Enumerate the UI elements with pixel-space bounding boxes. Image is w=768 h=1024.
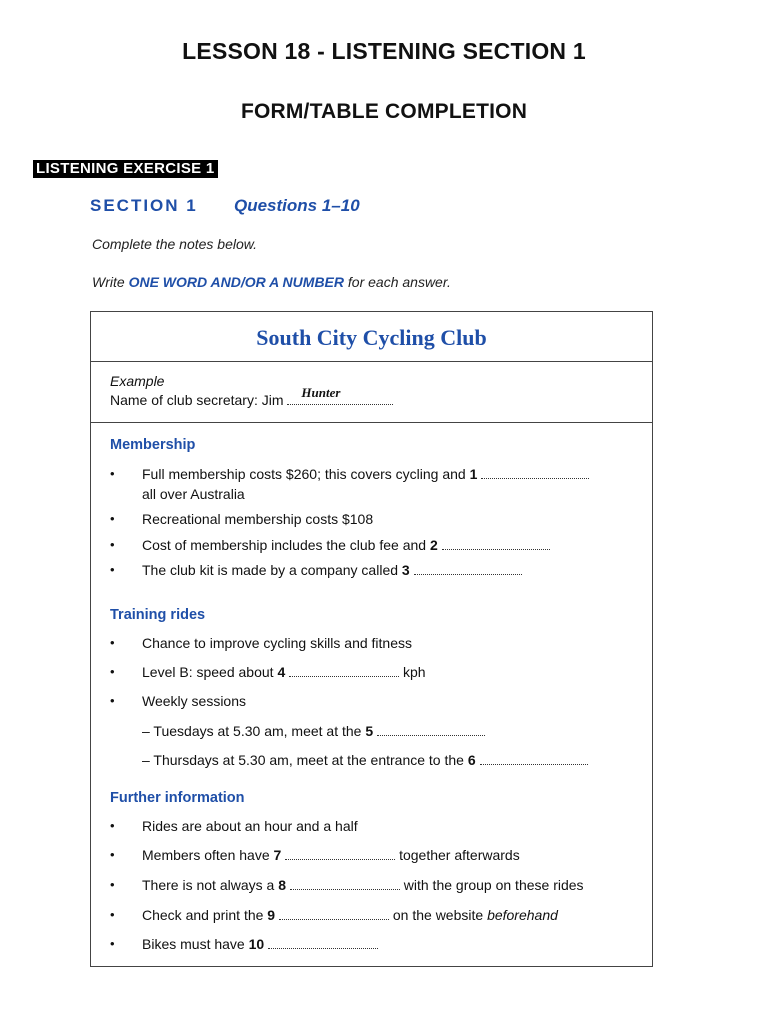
form-header [91,312,652,362]
answer-blank-1[interactable] [481,466,589,479]
question-number: 1 [469,466,478,482]
bullet: • [110,635,115,650]
question-number: 9 [267,907,276,923]
item-suffix: together afterwards [399,847,520,863]
item-text: Bikes must have [142,936,245,952]
sub-list-item [142,752,588,768]
training-heading: Training rides [110,607,206,623]
question-number: 6 [467,752,476,768]
answer-blank-3[interactable] [414,562,522,575]
example-answer-blank [287,385,393,405]
item-text: Chance to improve cycling skills and fitness [142,635,413,651]
form-title: South City Cycling Club [256,325,487,350]
membership-heading: Membership [110,437,196,453]
question-number: 3 [401,562,410,578]
item-text: Rides are about an hour and a half [142,818,358,834]
further-heading: Further information [110,790,245,806]
example-block [91,362,652,423]
bullet: • [110,847,115,862]
bullet: • [110,537,115,552]
bullet: • [110,466,115,481]
instruction-line-2 [92,274,451,290]
answer-blank-2[interactable] [442,537,550,550]
bullet: • [110,664,115,679]
item-text: Recreational membership costs $108 [142,511,374,527]
bullet: • [110,562,115,577]
question-number: 4 [277,664,286,680]
question-number: 10 [248,936,265,952]
section-name: SECTION 1 [90,196,198,215]
bullet: • [110,877,115,892]
notes-form [90,311,653,967]
item-text: Cost of membership includes the club fee and [142,537,427,553]
question-number: 7 [273,847,282,863]
item-text: Check and print the [142,907,264,923]
example-text: Name of club secretary: Jim [110,392,284,408]
instruction-emphasis: ONE WORD AND/OR A NUMBER [128,274,344,290]
item-suffix: with the group on these rides [403,877,584,893]
answer-blank-6[interactable] [480,752,588,765]
item-text: – Thursdays at 5.30 am, meet at the entrance to the [142,752,464,768]
item-suffix: on the website [392,907,484,923]
answer-blank-9[interactable] [279,907,389,920]
question-number: 2 [429,537,438,553]
example-answer: Hunter [301,385,341,400]
item-text: Level B: speed about [142,664,274,680]
example-line [110,385,393,408]
item-text: The club kit is made by a company called [142,562,399,578]
bullet: • [110,511,115,526]
answer-blank-7[interactable] [285,847,395,860]
answer-blank-4[interactable] [289,664,399,677]
item-text: – Tuesdays at 5.30 am, meet at the [142,723,362,739]
sub-title: FORM/TABLE COMPLETION [240,100,528,123]
item-text: Weekly sessions [142,693,247,709]
bullet: • [110,907,115,922]
answer-blank-8[interactable] [290,877,400,890]
bullet: • [110,818,115,833]
section-questions: Questions 1–10 [234,196,360,215]
sub-list-item [142,723,485,739]
item-suffix: kph [403,664,426,680]
instruction-suffix: for each answer. [344,274,451,290]
item-text: all over Australia [142,486,245,502]
question-number: 5 [365,723,374,739]
exercise-label: LISTENING EXERCISE 1 [33,160,218,178]
answer-blank-5[interactable] [377,723,485,736]
instruction-prefix: Write [92,274,129,290]
lesson-title: LESSON 18 - LISTENING SECTION 1 [182,38,586,64]
question-number: 8 [278,877,286,893]
item-text: There is not always a [142,877,275,893]
item-suffix-italic: beforehand [487,907,558,923]
bullet: • [110,936,115,951]
bullet: • [110,693,115,708]
item-text: Members often have [142,847,270,863]
instruction-line-1: Complete the notes below. [92,236,257,252]
item-text: Full membership costs $260; this covers cycling and [142,466,466,482]
answer-blank-10[interactable] [268,936,378,949]
example-label: Example [110,373,165,389]
section-heading [90,196,360,216]
